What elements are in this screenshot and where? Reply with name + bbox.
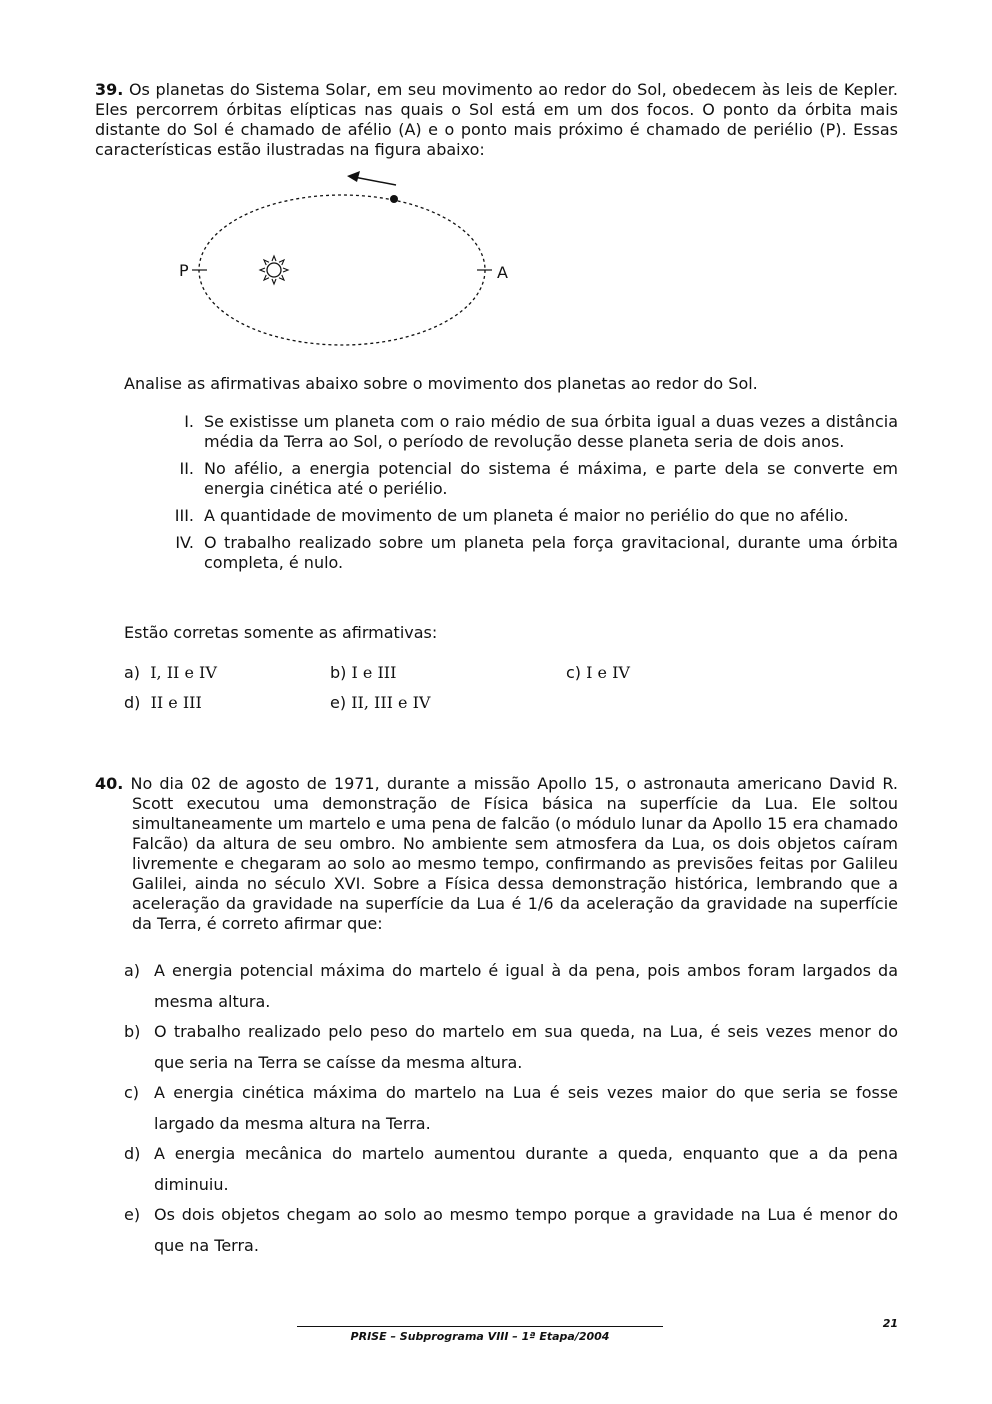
statement-text: A quantidade de movimento de um planeta é maior no periélio do que no afélio.: [204, 506, 849, 525]
motion-arrow-head: [347, 171, 360, 182]
label-perihelion: P: [179, 261, 189, 280]
option-text: Os dois objetos chegam ao solo ao mesmo tempo porque a gravidade na Lua é menor do que na Terra.: [154, 1205, 898, 1255]
option-letter: a): [124, 663, 141, 682]
question-text: No dia 02 de agosto de 1971, durante a missão Apollo 15, o astronauta americano David R. Scott executou uma demonstração de Física básica na superfície da Lua. Ele soltou simultaneamente um martelo e uma pena de falcão (o módulo lunar da Apollo 15 era chamado Falcão) da altura de seu ombro. No ambiente sem atmosfera da Lua, os dois objetos caíram livremente e chegaram ao solo ao mesmo tempo, confirmando as previsões feitas por Galileu Galilei, ainda no século XVI. Sobre a Física dessa demonstração histórica, lembrando que a aceleração da gravidade na superfície da Lua é 1/6 da aceleração da gravidade na superfície da Terra, é correto afirmar que:: [130, 774, 898, 933]
option-text: A energia potencial máxima do martelo é igual à da pena, pois ambos foram largados da mesma altura.: [154, 961, 898, 1011]
motion-arrow-shaft: [354, 177, 396, 185]
option-letter: b): [124, 1022, 141, 1041]
option-item: [124, 1200, 898, 1261]
option-letter: b): [330, 663, 347, 682]
statements-list: [160, 412, 898, 580]
statement-number: III.: [174, 506, 194, 525]
option-letter: e): [124, 1205, 141, 1224]
option-text: I e IV: [586, 663, 630, 682]
statement-number: IV.: [175, 533, 194, 552]
statement-item: [160, 412, 898, 452]
statement-text: O trabalho realizado sobre um planeta pela força gravitacional, durante uma órbita completa, é nulo.: [204, 533, 898, 572]
label-aphelion: A: [497, 263, 508, 282]
footer-text: PRISE – Subprograma VIII – 1ª Etapa/2004: [350, 1330, 610, 1343]
page-number: 21: [882, 1317, 898, 1330]
option-c: [566, 663, 630, 683]
option-letter: c): [124, 1083, 140, 1102]
option-e: [330, 693, 430, 713]
statement-item: [160, 533, 898, 573]
option-letter: d): [124, 693, 141, 712]
statement-item: [160, 459, 898, 499]
question-39-prompt: Estão corretas somente as afirmativas:: [124, 623, 438, 642]
footer-divider: [297, 1326, 663, 1327]
option-item: [124, 1139, 898, 1200]
option-item: [124, 1078, 898, 1139]
option-text: O trabalho realizado pelo peso do martelo em sua queda, na Lua, é seis vezes menor do que seria na Terra se caísse da mesma altura.: [154, 1022, 898, 1072]
statement-number: I.: [184, 412, 194, 431]
question-number: 39.: [95, 80, 124, 99]
statements-prompt: Analise as afirmativas abaixo sobre o movimento dos planetas ao redor do Sol.: [124, 374, 758, 393]
option-text: I, II e IV: [150, 663, 217, 682]
orbit-diagram: [170, 168, 520, 353]
option-item: [124, 1017, 898, 1078]
option-a: [124, 663, 217, 683]
option-letter: a): [124, 961, 141, 980]
question-number: 40.: [95, 774, 124, 793]
option-text: II, III e IV: [351, 693, 431, 712]
question-40-intro: [95, 774, 898, 934]
option-text: A energia cinética máxima do martelo na Lua é seis vezes maior do que seria se fosse largado da mesma altura na Terra.: [154, 1083, 898, 1133]
option-d: [124, 693, 202, 713]
option-text: II e III: [150, 693, 202, 712]
option-item: [124, 956, 898, 1017]
question-39-intro: [95, 80, 898, 160]
statement-text: Se existisse um planeta com o raio médio de sua órbita igual a duas vezes a distância média da Terra ao Sol, o período de revolução desse planeta seria de dois anos.: [204, 412, 898, 451]
sun-icon: [260, 256, 288, 284]
statement-item: [160, 506, 898, 526]
orbit-ellipse: [199, 195, 485, 345]
option-text: A energia mecânica do martelo aumentou durante a queda, enquanto que a da pena diminuiu.: [154, 1144, 898, 1194]
question-40-options: [124, 956, 898, 1261]
option-letter: e): [330, 693, 347, 712]
option-letter: d): [124, 1144, 141, 1163]
statement-number: II.: [179, 459, 194, 478]
statement-text: No afélio, a energia potencial do sistema é máxima, e parte dela se converte em energia cinética até o periélio.: [204, 459, 898, 498]
question-text: Os planetas do Sistema Solar, em seu movimento ao redor do Sol, obedecem às leis de Kepler. Eles percorrem órbitas elípticas nas quais o Sol está em um dos focos. O ponto da órbita mais distante do Sol é chamado de afélio (A) e o ponto mais próximo é chamado de periélio (P). Essas características estão ilustradas na figura abaixo:: [95, 80, 898, 159]
planet-dot: [390, 195, 398, 203]
option-letter: c): [566, 663, 582, 682]
option-b: [330, 663, 396, 683]
option-text: I e III: [351, 663, 397, 682]
